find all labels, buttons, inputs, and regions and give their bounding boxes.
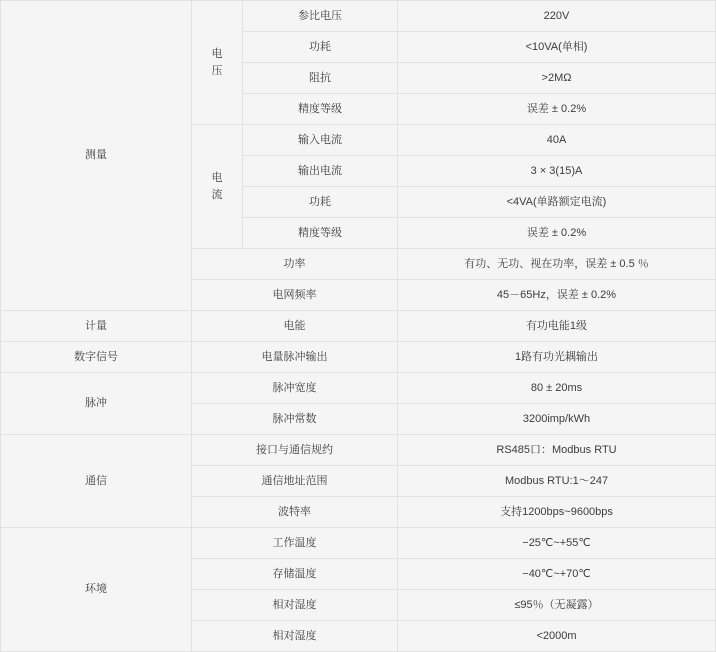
value-cell: −40℃~+70℃ — [398, 559, 716, 590]
item-cell: 电能 — [192, 311, 398, 342]
group-cell-communication: 通信 — [1, 435, 192, 528]
item-cell: 脉冲常数 — [192, 404, 398, 435]
item-cell: 阻抗 — [243, 63, 398, 94]
table-row — [1, 342, 716, 373]
item-cell: 通信地址范围 — [192, 466, 398, 497]
item-cell: 波特率 — [192, 497, 398, 528]
value-cell: 误差 ± 0.2% — [398, 218, 716, 249]
subgroup-char: 电 — [211, 48, 223, 60]
item-cell: 接口与通信规约 — [192, 435, 398, 466]
table-row — [1, 435, 716, 466]
specification-table-body — [1, 1, 716, 652]
item-cell: 相对湿度 — [192, 590, 398, 621]
value-cell: <4VA(单路额定电流) — [398, 187, 716, 218]
subgroup-char: 电 — [211, 172, 223, 184]
group-cell-environment: 环境 — [1, 528, 192, 652]
value-cell: −25℃~+55℃ — [398, 528, 716, 559]
item-cell: 精度等级 — [243, 218, 398, 249]
group-cell-measurement: 测量 — [1, 1, 192, 311]
item-cell: 精度等级 — [243, 94, 398, 125]
value-cell: 40A — [398, 125, 716, 156]
item-cell: 相对湿度 — [192, 621, 398, 652]
table-row — [1, 1, 716, 32]
table-row — [1, 311, 716, 342]
item-cell: 参比电压 — [243, 1, 398, 32]
value-cell: >2MΩ — [398, 63, 716, 94]
group-cell-pulse: 脉冲 — [1, 373, 192, 435]
table-row — [1, 373, 716, 404]
subgroup-cell-current — [192, 125, 243, 249]
value-cell: <2000m — [398, 621, 716, 652]
group-cell-digital-signal: 数字信号 — [1, 342, 192, 373]
value-cell: <10VA(单相) — [398, 32, 716, 63]
value-cell: 3 × 3(15)A — [398, 156, 716, 187]
subgroup-char: 压 — [211, 64, 223, 77]
item-cell: 输入电流 — [243, 125, 398, 156]
value-cell: 220V — [398, 1, 716, 32]
item-cell: 输出电流 — [243, 156, 398, 187]
value-cell: Modbus RTU:1～247 — [398, 466, 716, 497]
value-cell: ≤95％（无凝露） — [398, 590, 716, 621]
subgroup-char: 流 — [211, 188, 223, 201]
value-cell: 支持1200bps~9600bps — [398, 497, 716, 528]
item-cell: 功耗 — [243, 32, 398, 63]
value-cell: 80 ± 20ms — [398, 373, 716, 404]
value-cell: 误差 ± 0.2% — [398, 94, 716, 125]
value-cell: 45－65Hz，误差 ± 0.2% — [398, 280, 716, 311]
item-cell: 电量脉冲输出 — [192, 342, 398, 373]
value-cell: 1路有功光耦输出 — [398, 342, 716, 373]
table-row — [1, 528, 716, 559]
item-cell: 工作温度 — [192, 528, 398, 559]
value-cell: 有功电能1级 — [398, 311, 716, 342]
subgroup-cell-voltage — [192, 1, 243, 125]
item-cell: 脉冲宽度 — [192, 373, 398, 404]
group-cell-metering: 计量 — [1, 311, 192, 342]
item-cell: 功耗 — [243, 187, 398, 218]
item-cell: 功率 — [192, 249, 398, 280]
value-cell: 3200imp/kWh — [398, 404, 716, 435]
item-cell: 电网频率 — [192, 280, 398, 311]
value-cell: RS485口：Modbus RTU — [398, 435, 716, 466]
item-cell: 存储温度 — [192, 559, 398, 590]
value-cell: 有功、无功、视在功率，误差 ± 0.5 ％ — [398, 249, 716, 280]
